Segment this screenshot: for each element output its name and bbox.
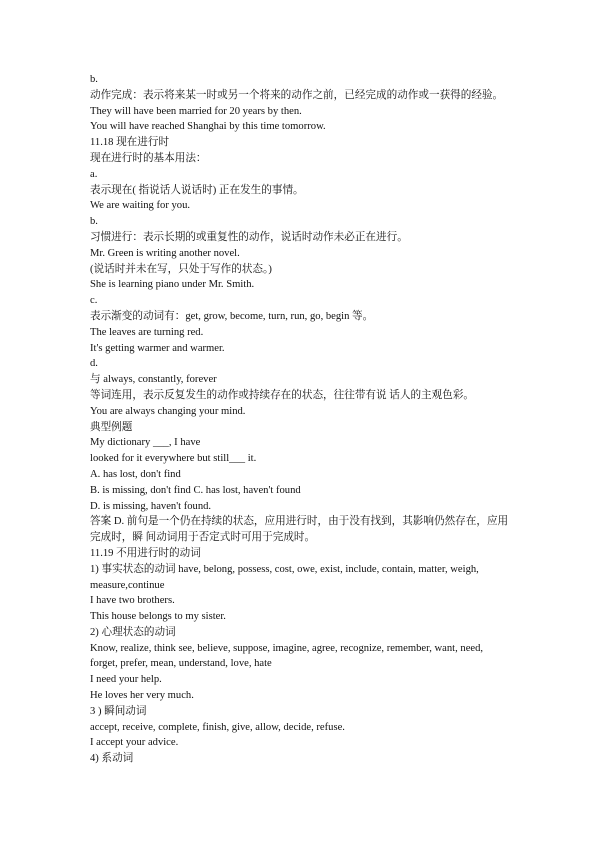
text-line: He loves her very much. — [90, 690, 194, 702]
text-line: forget, prefer, mean, understand, love, hate — [90, 658, 272, 670]
text-line: I need your help. — [90, 674, 162, 686]
text-line: Mr. Green is writing another novel. — [90, 247, 240, 259]
text-line: 4) 系动词 — [90, 753, 134, 765]
text-line: The leaves are turning red. — [90, 326, 204, 338]
text-line: It's getting warmer and warmer. — [90, 342, 225, 354]
text-line: 现在进行时的基本用法： — [90, 152, 207, 164]
text-line: 习惯进行：表示长期的或重复性的动作，说话时动作未必正在进行。 — [90, 231, 408, 243]
text-line: b. — [90, 74, 98, 85]
text-line: We are waiting for you. — [90, 200, 191, 212]
text-line: 动作完成：表示将来某一时或另一个将来的动作之前，已经完成的动作或一获得的经验。 — [90, 89, 504, 101]
text-line: 表示渐变的动词有：get, grow, become, turn, run, go, begin 等。 — [90, 310, 374, 322]
text-line: 典型例题 — [90, 421, 133, 433]
text-line: I have two brothers. — [90, 595, 175, 607]
text-line: looked for it everywhere but still___ it. — [90, 453, 257, 465]
text-line: You are always changing your mind. — [90, 405, 246, 417]
text-line: I accept your advice. — [90, 737, 179, 749]
text-line: d. — [90, 358, 98, 370]
text-line: 表示现在( 指说话人说话时) 正在发生的事情。 — [90, 184, 304, 196]
text-line: You will have reached Shanghai by this time tomorrow. — [90, 121, 326, 133]
text-line: measure,continue — [90, 579, 165, 591]
text-line: 与 always, constantly, forever — [90, 374, 217, 386]
text-line: This house belongs to my sister. — [90, 611, 226, 623]
text-line: (说话时并未在写，只处于写作的状态。) — [90, 263, 272, 275]
text-line: 3 ) 瞬间动词 — [90, 705, 147, 717]
text-line: accept, receive, complete, finish, give, allow, decide, refuse. — [90, 721, 345, 733]
text-line: She is learning piano under Mr. Smith. — [90, 279, 255, 291]
text-line: 完成时，瞬 间动词用于否定式时可用于完成时。 — [90, 532, 316, 544]
text-line: They will have been married for 20 years by then. — [90, 105, 302, 117]
text-line: B. is missing, don't find C. has lost, haven't found — [90, 484, 301, 496]
text-line: 等词连用，表示反复发生的动作或持续存在的状态，往往带有说 话人的主观色彩。 — [90, 389, 475, 401]
text-line: a. — [90, 168, 98, 180]
text-line: Know, realize, think see, believe, suppose, imagine, agree, recognize, remember, want, need, — [90, 642, 484, 654]
text-line: My dictionary ___, I have — [90, 437, 201, 449]
section-heading: 11.19 不用进行时的动词 — [90, 547, 201, 559]
text-line: 1) 事实状态的动词 have, belong, possess, cost, owe, exist, include, contain, matter, weigh, — [90, 563, 479, 575]
text-line: A. has lost, don't find — [90, 468, 181, 480]
text-line: b. — [90, 216, 98, 228]
text-line: 答案 D. 前句是一个仍在持续的状态，应用进行时，由于没有找到，其影响仍然存在，应用 — [90, 516, 509, 528]
text-line: c. — [90, 295, 98, 307]
text-line: 2) 心理状态的动词 — [90, 626, 176, 638]
text-line: D. is missing, haven't found. — [90, 500, 212, 512]
section-heading: 11.18 现在进行时 — [90, 137, 170, 149]
document-page — [90, 72, 530, 767]
